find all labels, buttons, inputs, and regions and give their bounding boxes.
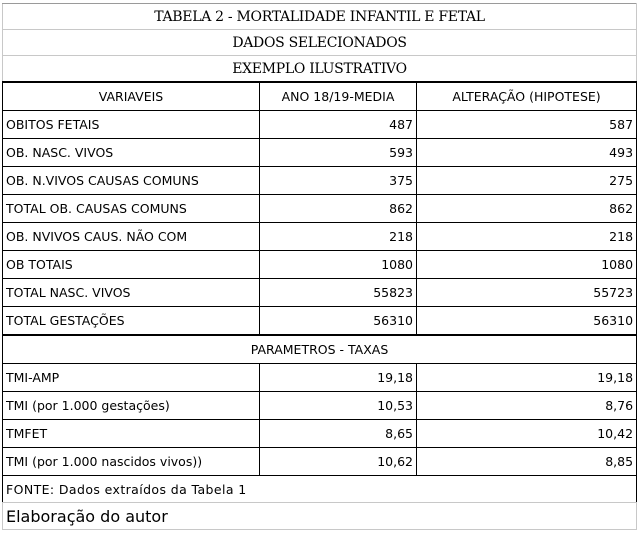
row-media: 10,53 bbox=[260, 392, 417, 420]
table-example-label: EXEMPLO ILUSTRATIVO bbox=[3, 56, 637, 83]
table-row bbox=[3, 392, 637, 420]
author-row bbox=[3, 503, 637, 530]
row-label: TOTAL OB. CAUSAS COMUNS bbox=[3, 195, 260, 223]
mortality-table bbox=[2, 3, 637, 530]
row-label: TMI (por 1.000 nascidos vivos)) bbox=[3, 448, 260, 476]
row-label: TMFET bbox=[3, 420, 260, 448]
row-alteracao: 587 bbox=[417, 111, 637, 139]
table-row bbox=[3, 364, 637, 392]
row-label: TMI (por 1.000 gestações) bbox=[3, 392, 260, 420]
table-row bbox=[3, 307, 637, 336]
row-media: 593 bbox=[260, 139, 417, 167]
author-note: Elaboração do autor bbox=[3, 503, 637, 530]
table-row bbox=[3, 167, 637, 195]
row-label: OB. N.VIVOS CAUSAS COMUNS bbox=[3, 167, 260, 195]
row-alteracao: 8,85 bbox=[417, 448, 637, 476]
row-label: OB. NVIVOS CAUS. NÃO COM bbox=[3, 223, 260, 251]
table-row bbox=[3, 223, 637, 251]
table-subtitle: DADOS SELECIONADOS bbox=[3, 30, 637, 56]
source-row bbox=[3, 476, 637, 503]
column-header-media: ANO 18/19-MEDIA bbox=[260, 82, 417, 111]
row-media: 19,18 bbox=[260, 364, 417, 392]
row-alteracao: 275 bbox=[417, 167, 637, 195]
subtitle-row bbox=[3, 30, 637, 56]
column-header-variaveis: VARIAVEIS bbox=[3, 82, 260, 111]
table-row bbox=[3, 195, 637, 223]
row-label: TMI-AMP bbox=[3, 364, 260, 392]
row-media: 10,62 bbox=[260, 448, 417, 476]
section-title: PARAMETROS - TAXAS bbox=[3, 335, 637, 364]
row-media: 487 bbox=[260, 111, 417, 139]
title-row bbox=[3, 4, 637, 30]
table-row bbox=[3, 279, 637, 307]
row-alteracao: 10,42 bbox=[417, 420, 637, 448]
row-alteracao: 8,76 bbox=[417, 392, 637, 420]
row-alteracao: 55723 bbox=[417, 279, 637, 307]
row-media: 56310 bbox=[260, 307, 417, 336]
example-row bbox=[3, 56, 637, 83]
table-row bbox=[3, 139, 637, 167]
row-label: OB. NASC. VIVOS bbox=[3, 139, 260, 167]
row-alteracao: 493 bbox=[417, 139, 637, 167]
table-title: TABELA 2 - MORTALIDADE INFANTIL E FETAL bbox=[3, 4, 637, 30]
row-alteracao: 862 bbox=[417, 195, 637, 223]
section-row bbox=[3, 335, 637, 364]
table-row bbox=[3, 448, 637, 476]
table-row bbox=[3, 111, 637, 139]
row-alteracao: 218 bbox=[417, 223, 637, 251]
row-alteracao: 1080 bbox=[417, 251, 637, 279]
row-alteracao: 56310 bbox=[417, 307, 637, 336]
column-header-alteracao: ALTERAÇÃO (HIPOTESE) bbox=[417, 82, 637, 111]
row-label: OBITOS FETAIS bbox=[3, 111, 260, 139]
table-row bbox=[3, 420, 637, 448]
row-label: TOTAL NASC. VIVOS bbox=[3, 279, 260, 307]
row-media: 55823 bbox=[260, 279, 417, 307]
row-alteracao: 19,18 bbox=[417, 364, 637, 392]
row-media: 1080 bbox=[260, 251, 417, 279]
source-note: FONTE: Dados extraídos da Tabela 1 bbox=[3, 476, 637, 503]
row-media: 375 bbox=[260, 167, 417, 195]
row-media: 218 bbox=[260, 223, 417, 251]
row-media: 862 bbox=[260, 195, 417, 223]
row-media: 8,65 bbox=[260, 420, 417, 448]
row-label: OB TOTAIS bbox=[3, 251, 260, 279]
row-label: TOTAL GESTAÇÕES bbox=[3, 307, 260, 336]
table-row bbox=[3, 251, 637, 279]
header-row bbox=[3, 82, 637, 111]
